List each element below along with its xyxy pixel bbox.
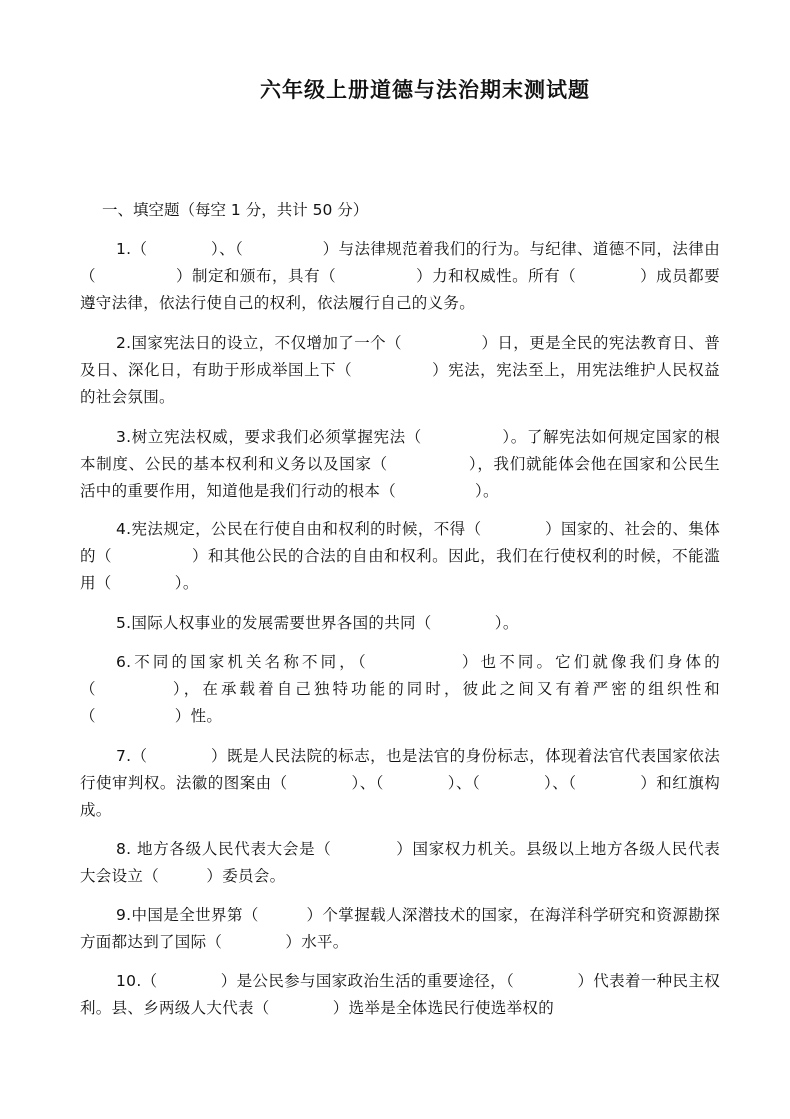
question-5: 5.国际人权事业的发展需要世界各国的共同（ ）。 <box>116 614 519 632</box>
question-1: 1.（ ）、（ ）与法律规范着我们的行为。与纪律、道德不同，法律由（ ）制定和颁布，具有（ ）力和权威性。所有（ ）成员都要遵守法律，依法行使自己的权利，依法履行自己的义务。 <box>80 240 720 312</box>
question-4: 4.宪法规定，公民在行使自由和权利的时候，不得（ ）国家的、社会的、集体的（ ）和其他公民的合法的自由和权利。因此，我们在行使权利的时候，不能滥用（ ）。 <box>80 520 720 592</box>
question-7: 7.（ ）既是人民法院的标志，也是法官的身份标志，体现着法官代表国家依法行使审判权。法徽的图案由（ ）、（ ）、（ ）、（ ）和红旗构成。 <box>80 747 720 819</box>
question-2: 2.国家宪法日的设立，不仅增加了一个（ ）日，更是全民的宪法教育日、普及日、深化日，有助于形成举国上下（ ）宪法，宪法至上，用宪法维护人民权益的社会氛围。 <box>80 334 720 406</box>
question-8: 8. 地方各级人民代表大会是（ ）国家权力机关。县级以上地方各级人民代表大会设立（ ）委员会。 <box>80 840 720 885</box>
question-3: 3.树立宪法权威，要求我们必须掌握宪法（ ）。了解宪法如何规定国家的根本制度、公民的基本权利和义务以及国家（ ），我们就能体会他在国家和公民生活中的重要作用，知道他是我们行动的根本（ ）。 <box>80 428 720 500</box>
section-heading: 一、填空题（每空 1 分，共计 50 分） <box>102 201 369 219</box>
page-title: 六年级上册道德与法治期末测试题 <box>260 77 590 102</box>
question-10: 10.（ ）是公民参与国家政治生活的重要途径，（ ）代表着一种民主权利。县、乡两级人大代表（ ）选举是全体选民行使选举权的 <box>80 972 720 1017</box>
question-9: 9.中国是全世界第（ ）个掌握载人深潜技术的国家，在海洋科学研究和资源勘探方面都达到了国际（ ）水平。 <box>80 906 720 951</box>
question-6: 6.不同的国家机关名称不同，（ ）也不同。它们就像我们身体的（ ），在承载着自己独特功能的同时，彼此之间又有着严密的组织性和（ ）性。 <box>80 653 720 725</box>
